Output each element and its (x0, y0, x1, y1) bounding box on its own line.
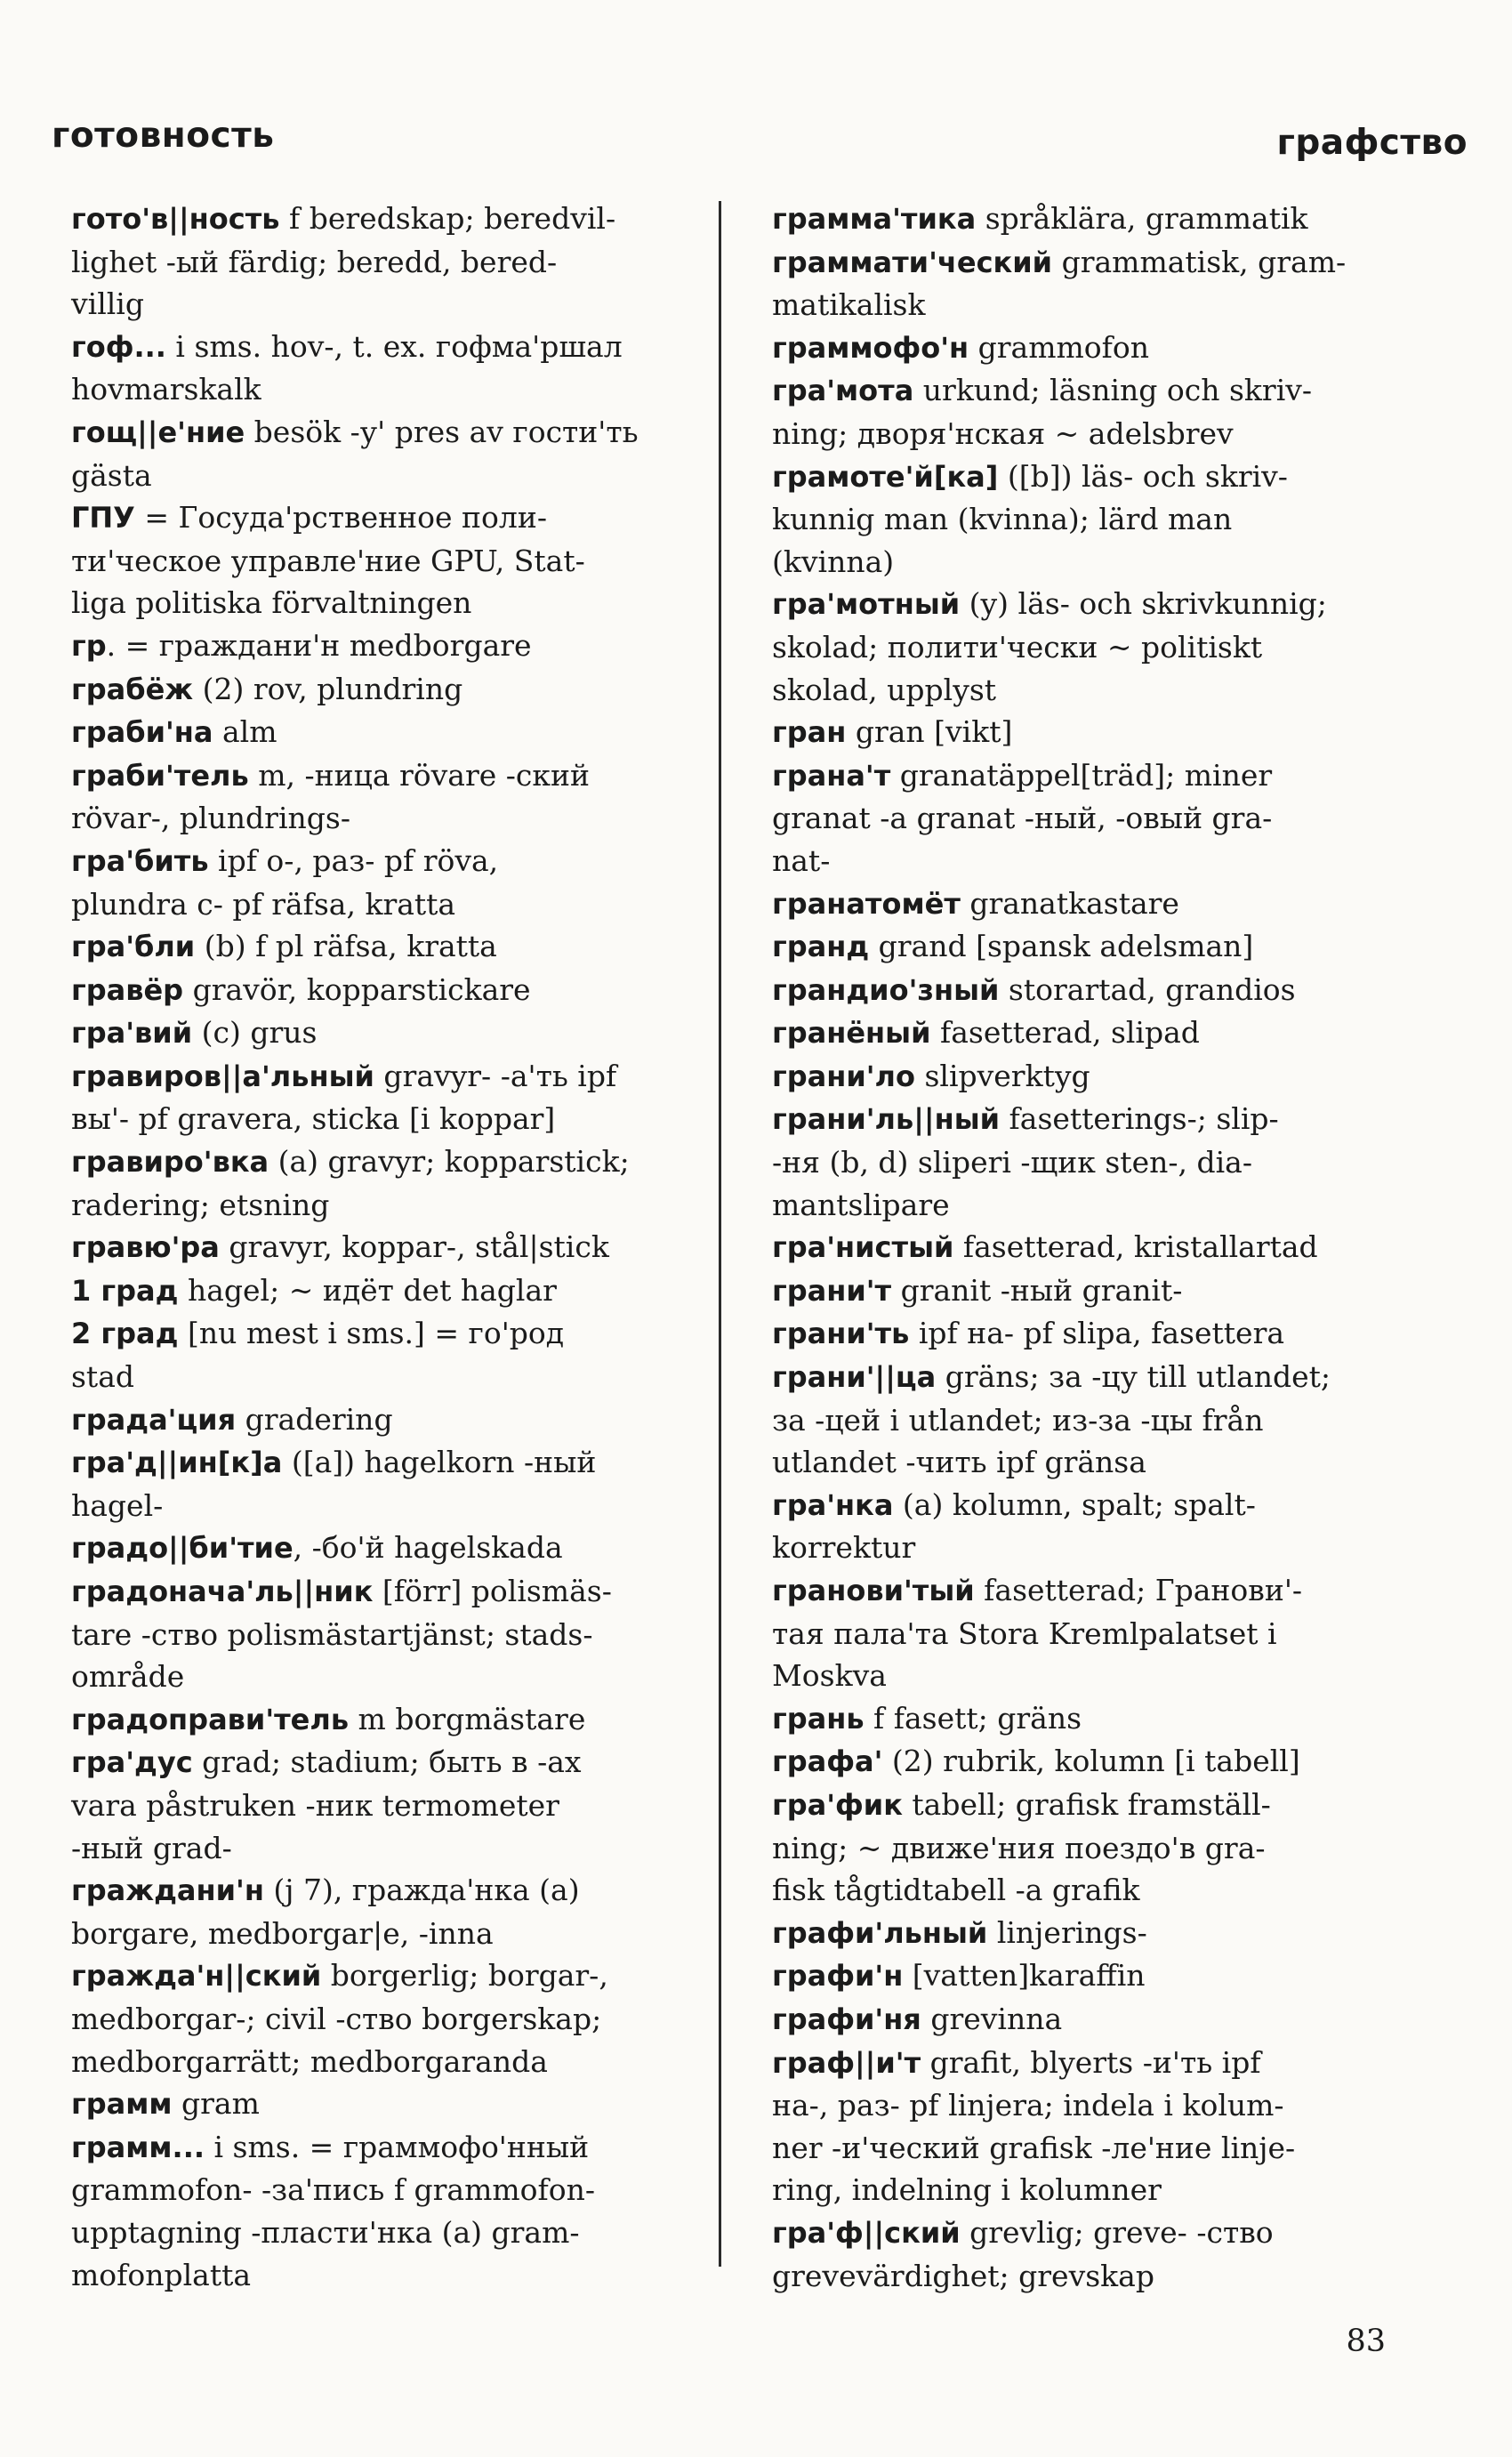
dictionary-entry (772, 925, 1395, 969)
entry-line: грана'т granatäppel[träd]; miner (772, 757, 1273, 793)
entry-line: liga politiska förvaltningen (71, 585, 472, 621)
entry-line: гощ||е'ние besök -у' pres av гости'ть (71, 414, 639, 449)
entry-line: гравёр gravör, kopparstickare (71, 971, 531, 1007)
entry-line: гранёный fasetterad, slipad (772, 1015, 1200, 1051)
dictionary-entry (772, 1356, 1395, 1484)
entry-line: грани'т granit -ный granit- (772, 1272, 1183, 1308)
dictionary-entry (772, 2211, 1395, 2297)
dictionary-entry (772, 1011, 1395, 1055)
entry-line: område (71, 1659, 185, 1695)
entry-line: vara påstruken -ник termometer (71, 1787, 559, 1823)
dictionary-entry (772, 326, 1395, 370)
dictionary-entry (71, 1398, 690, 1442)
dictionary-entry (71, 2082, 690, 2126)
dictionary-entry (772, 2042, 1395, 2211)
entry-line: Moskva (772, 1658, 887, 1694)
entry-line: графи'льный linjerings- (772, 1914, 1147, 1950)
entry-line: градоправи'тель m borgmästare (71, 1701, 586, 1736)
entry-line: графи'н [vatten]karaffin (772, 1958, 1146, 1994)
entry-line: грани'ль||ный fasetterings-; slip- (772, 1101, 1279, 1137)
entry-line: на-, раз- pf linjera; indela i kolum- (772, 2088, 1284, 2123)
page-number: 83 (1346, 2324, 1386, 2359)
entry-line: града'ция gradering (71, 1401, 393, 1437)
dictionary-entry (772, 969, 1395, 1012)
entry-line: ring, indelning i kolumner (772, 2172, 1162, 2208)
entry-line: грамм... i sms. = граммофо'нный (71, 2129, 590, 2164)
entry-line: грамма'тика språklära, grammatik (772, 201, 1308, 236)
entry-line: граби'тель m, -ница rövare -ский (71, 757, 590, 793)
entry-line: гоф... i sms. hov-, t. ex. гофма'ршал (71, 328, 623, 364)
entry-line: stad (71, 1359, 134, 1395)
entry-line: гра'дус grad; stadium; быть в -ах (71, 1744, 582, 1780)
entry-line: ning; ~ движе'ния поездо'в gra- (772, 1830, 1266, 1865)
dictionary-entry (772, 241, 1395, 326)
entry-line: mantslipare (772, 1187, 950, 1222)
entry-line: градо||би'тие, -бо'й hagelskada (71, 1530, 563, 1566)
dictionary-entry (772, 1312, 1395, 1356)
entry-line: plundra с- pf räfsa, kratta (71, 886, 456, 922)
entry-line: гра'бли (b) f pl räfsa, kratta (71, 929, 497, 964)
entry-line: fisk tågtidtabell -а grafik (772, 1873, 1140, 1908)
entry-line: гранатомёт granatkastare (772, 885, 1179, 921)
entry-line: градонача'ль||ник [förr] polismäs- (71, 1574, 612, 1608)
entry-line: skolad, upplyst (772, 672, 997, 707)
dictionary-entry (772, 1226, 1395, 1269)
entry-line: гра'мота urkund; läsning och skriv- (772, 373, 1313, 408)
entry-line: граммофо'н grammofon (772, 329, 1150, 365)
entry-line: upptagning -пласти'нка (a) gram- (71, 2214, 580, 2250)
dictionary-entry (772, 1055, 1395, 1099)
dictionary-entry (71, 754, 690, 840)
dictionary-entry (772, 1954, 1395, 1998)
entry-line: гра'мотный (y) läs- och skrivkunnig; (772, 586, 1327, 622)
entry-line: гра'бить ipf о-, раз- pf röva, (71, 842, 499, 878)
entry-line: ning; дворя'нская ~ adelsbrev (772, 415, 1234, 451)
dictionary-entry (772, 1484, 1395, 1569)
entry-line: гра'нистый fasetterad, kristallartad (772, 1229, 1318, 1265)
entry-line: грань f fasett; gräns (772, 1700, 1082, 1736)
dictionary-entry (772, 1269, 1395, 1313)
dictionary-entry (772, 369, 1395, 455)
entry-line: kunnig man (kvinna); lärd man (772, 502, 1233, 537)
entry-line: gästa (71, 457, 152, 493)
entry-line: borgare, medborgar|e, -inna (71, 1915, 494, 1951)
entry-line: гран gran [vikt] (772, 714, 1013, 750)
entry-line: граждани'н (j 7), гражда'нка (a) (71, 1873, 580, 1908)
dictionary-entry (772, 1998, 1395, 2042)
dictionary-entry (71, 1226, 690, 1269)
entry-line: ти'ческое управле'ние GPU, Stat- (71, 543, 585, 578)
entry-line: grammofon- -за'пись f grammofon- (71, 2172, 596, 2208)
dictionary-entry (71, 496, 690, 624)
dictionary-entry (772, 1569, 1395, 1697)
dictionary-entry (71, 1869, 690, 1954)
column-divider (719, 201, 721, 2267)
entry-line: грабёж (2) rov, plundring (71, 671, 463, 706)
dictionary-entry (71, 969, 690, 1012)
entry-line: -ня (b, d) sliperi -щик sten-, dia- (772, 1145, 1252, 1180)
dictionary-entry (772, 754, 1395, 882)
entry-line: гото'в||ность f beredskap; beredvil- (71, 201, 616, 236)
dictionary-entry (71, 197, 690, 326)
entry-line: гравиро'вка (a) gravyr; kopparstick; (71, 1144, 630, 1180)
entry-line: гранд grand [spansk adelsman] (772, 929, 1254, 964)
dictionary-entry (71, 668, 690, 712)
dictionary-entry (772, 455, 1395, 584)
entry-line: гра'фик tabell; grafisk framställ- (772, 1786, 1271, 1822)
entry-line: radering; etsning (71, 1187, 330, 1222)
header-first-headword: готовность (52, 116, 275, 156)
dictionary-entry (71, 624, 690, 668)
entry-line: грандио'зный storartad, grandios (772, 971, 1296, 1007)
dictionary-entry (71, 1441, 690, 1527)
right-column (772, 197, 1395, 2297)
entry-line: гранови'тый fasetterad; Гранови'- (772, 1573, 1303, 1607)
entry-line: ГПУ = Госуда'рственное поли- (71, 500, 547, 536)
entry-line: utlandet -чить ipf gränsa (772, 1445, 1146, 1480)
entry-line: гражда'н||ский borgerlig; borgar-, (71, 1958, 608, 1994)
entry-line: граф||и'т grafit, blyerts -и'ть ipf (772, 2044, 1261, 2080)
left-column (71, 197, 690, 2296)
dictionary-entry (71, 326, 690, 411)
entry-line: графи'ня grevinna (772, 2001, 1063, 2036)
entry-line: medborgar-; civil -ство borgerskap; (71, 2001, 602, 2036)
dictionary-entry (71, 1312, 690, 1398)
entry-line: гра'д||ин[к]а ([a]) hagelkorn -ный (71, 1445, 597, 1480)
entry-line: ner -и'ческий grafisk -ле'ние linje- (772, 2130, 1296, 2165)
dictionary-entry (772, 1740, 1395, 1784)
entry-line: гра'вий (c) grus (71, 1015, 318, 1051)
entry-line: grevevärdighet; grevskap (772, 2258, 1154, 2293)
entry-line: грамм gram (71, 2086, 260, 2122)
entry-line: грамоте'й[ка] ([b]) läs- och skriv- (772, 458, 1288, 494)
dictionary-entry (772, 1697, 1395, 1741)
entry-line: графа' (2) rubrik, kolumn [i tabell] (772, 1744, 1300, 1779)
entry-line: hovmarskalk (71, 372, 261, 407)
entry-line: (kvinna) (772, 544, 895, 579)
entry-line: грани'ло slipverktyg (772, 1058, 1090, 1093)
dictionary-entry (772, 1912, 1395, 1955)
entry-line: rövar-, plundrings- (71, 801, 350, 836)
dictionary-entry (71, 925, 690, 969)
entry-line: 2 град [nu mest i sms.] = го'род (71, 1316, 565, 1351)
dictionary-entry (71, 411, 690, 496)
dictionary-entry (772, 882, 1395, 926)
dictionary-entry (71, 1570, 690, 1698)
entry-line: -ный grad- (71, 1830, 232, 1865)
dictionary-entry (71, 1055, 690, 1140)
dictionary-entry (71, 840, 690, 925)
entry-line: matikalisk (772, 287, 926, 323)
entry-line: mofonplatta (71, 2257, 252, 2292)
running-header (52, 116, 1468, 169)
dictionary-entry (71, 1698, 690, 1742)
entry-line: hagel- (71, 1487, 164, 1523)
entry-line: граби'на alm (71, 714, 277, 750)
entry-line: granat -а granat -ный, -овый gra- (772, 801, 1273, 836)
dictionary-entry (71, 1269, 690, 1313)
entry-line: гра'ф||ский grevlig; greve- -ство (772, 2214, 1274, 2250)
header-last-headword: графство (1276, 123, 1468, 163)
dictionary-entry (71, 2126, 690, 2296)
entry-line: грани'||ца gräns; за -цу till utlandet; (772, 1359, 1331, 1395)
dictionary-entry (772, 711, 1395, 754)
dictionary-entry (71, 1741, 690, 1869)
dictionary-entry (71, 1011, 690, 1055)
entry-line: за -цей i utlandet; из-за -цы från (772, 1402, 1264, 1438)
entry-line: lighet -ый färdig; beredd, bered- (71, 244, 558, 279)
entry-line: medborgarrätt; medborgaranda (71, 2043, 548, 2079)
entry-line: гра'нка (a) kolumn, spalt; spalt- (772, 1486, 1256, 1522)
entry-line: гравиров||а'льный gravyr- -а'ть ipf (71, 1058, 617, 1093)
entry-line: villig (71, 286, 144, 322)
entry-line: граммати'ческий grammatisk, gram- (772, 244, 1347, 279)
dictionary-entry (772, 1098, 1395, 1226)
entry-line: гр. = граждани'н medborgare (71, 627, 532, 663)
entry-line: гравю'ра gravyr, koppar-, stål|stick (71, 1229, 609, 1265)
dictionary-entry (71, 711, 690, 754)
dictionary-entry (772, 583, 1395, 711)
dictionary-entry (772, 197, 1395, 241)
entry-line: nat- (772, 842, 831, 878)
entry-line: 1 град hagel; ~ идёт det haglar (71, 1272, 557, 1308)
dictionary-entry (772, 1784, 1395, 1912)
entry-line: tare -ство polismästartjänst; stads- (71, 1616, 593, 1652)
entry-line: skolad; полити'чески ~ politiskt (772, 629, 1263, 665)
dictionary-entry (71, 1527, 690, 1570)
entry-line: korrektur (772, 1530, 916, 1566)
entry-line: тая пала'та Stora Kremlpalatset i (772, 1615, 1277, 1651)
dictionary-entry (71, 1140, 690, 1226)
dictionary-entry (71, 1954, 690, 2082)
entry-line: вы'- pf gravera, sticka [i koppar] (71, 1101, 556, 1137)
entry-line: грани'ть ipf на- pf slipa, fasettera (772, 1316, 1285, 1351)
